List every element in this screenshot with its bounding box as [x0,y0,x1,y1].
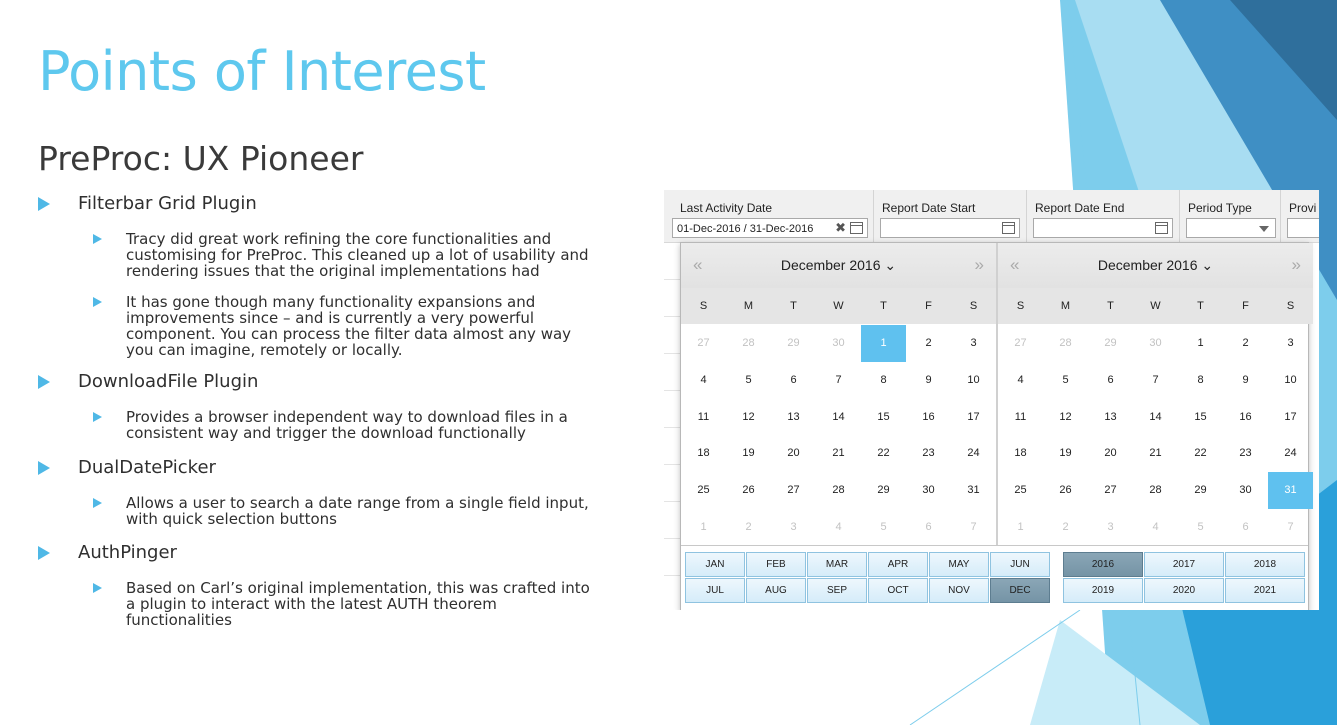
bullet-arrow-icon [93,234,102,244]
day-cell[interactable]: 18 [1014,447,1027,460]
day-cell[interactable]: 19 [1059,447,1072,460]
weekday-label: T [1107,300,1114,312]
day-cell[interactable]: 23 [922,447,935,460]
day-cell[interactable]: 3 [1107,520,1114,533]
day-cell[interactable]: 9 [925,373,932,386]
day-cell[interactable]: 30 [1239,484,1252,497]
day-cell[interactable]: 8 [880,373,887,386]
day-cell[interactable]: 12 [1059,410,1072,423]
day-cell[interactable]: 2 [745,520,752,533]
day-cell[interactable]: 2 [925,337,932,349]
right-calendar [998,243,1313,545]
quick-select-divider [681,545,1308,546]
sub-bullet [93,580,603,628]
next-month-button[interactable]: » [974,255,984,274]
calendar-header [681,243,996,288]
day-cell[interactable]: 25 [697,484,710,497]
day-cell[interactable]: 7 [970,520,977,533]
last-activity-input[interactable] [672,218,868,238]
calendar-icon[interactable] [1155,222,1168,234]
day-cell[interactable]: 30 [1149,337,1162,349]
weekday-label: T [1197,300,1204,312]
sub-bullet [93,231,603,279]
day-cell[interactable]: 29 [787,337,800,349]
year-button-2020[interactable]: 2020 [1144,578,1224,603]
filter-last-activity [672,190,872,242]
bullet-label: AuthPinger [78,542,177,563]
chevron-down-icon: ⌄ [1201,257,1214,273]
day-cell[interactable]: 28 [742,337,755,349]
day-cell[interactable]: 20 [1104,447,1117,460]
weekday-row [681,288,996,324]
next-month-button[interactable]: » [1291,255,1301,274]
filter-label: Last Activity Date [680,201,773,215]
weekday-label: S [699,300,708,312]
day-cell[interactable]: 6 [1107,373,1114,386]
filter-label: Period Type [1188,201,1252,215]
year-button-2018[interactable]: 2018 [1225,552,1305,577]
day-cell[interactable]: 28 [832,484,845,497]
month-button-dec[interactable]: DEC [990,578,1050,603]
day-cell[interactable]: 28 [1059,337,1072,349]
year-button-2019[interactable]: 2019 [1063,578,1143,603]
bullet-filterbar [38,193,257,214]
day-cell[interactable]: 29 [1194,484,1207,497]
sub-bullet [93,495,603,527]
day-cell[interactable]: 18 [697,447,710,460]
day-cell[interactable]: 2 [1062,520,1069,533]
day-cell[interactable]: 11 [1014,410,1027,423]
weekday-label: S [1016,300,1025,312]
calendar-header [998,243,1313,288]
day-cell[interactable]: 7 [1152,373,1159,386]
day-cell[interactable]: 16 [922,410,935,423]
month-button-jan[interactable]: JAN [685,552,745,577]
weekday-label: T [880,300,887,312]
bullet-arrow-icon [93,412,102,422]
sub-bullet [93,409,603,441]
day-cell[interactable]: 26 [1059,484,1072,497]
day-cell[interactable]: 11 [697,410,710,423]
day-cell[interactable]: 25 [1014,484,1027,497]
clear-icon[interactable]: ✖ [835,220,846,235]
provider-input[interactable] [1287,218,1319,238]
bullet-label: DualDatePicker [78,457,216,478]
sub-bullet [93,294,603,358]
bullet-arrow-icon [38,375,50,389]
weekday-label: S [969,300,978,312]
year-button-2021[interactable]: 2021 [1225,578,1305,603]
day-grid [681,325,996,546]
filter-label: Report Date Start [882,201,976,215]
day-cell[interactable]: 16 [1239,410,1252,423]
filter-label: Provi [1289,201,1317,215]
day-cell[interactable]: 4 [700,373,707,386]
filter-report-end [1026,190,1179,242]
day-cell[interactable]: 1 [1197,337,1204,349]
sub-bullet-text: Provides a browser independent way to download files in a consistent way and trigger the download functionally [126,408,568,442]
day-cell[interactable]: 19 [742,447,755,460]
report-start-input[interactable] [880,218,1020,238]
sub-bullet-text: Based on Carl’s original implementation, this was crafted into a plugin to interact with the latest AUTH theorem functionalities [126,579,590,629]
day-cell[interactable]: 5 [880,520,887,533]
month-button-mar[interactable]: MAR [807,552,867,577]
month-button-jul[interactable]: JUL [685,578,745,603]
day-cell[interactable]: 27 [1104,484,1117,497]
prev-month-button[interactable]: « [1010,255,1020,274]
day-cell[interactable]: 5 [1062,373,1069,386]
day-cell[interactable]: 27 [697,337,710,349]
chevron-down-icon [1259,226,1269,232]
bullet-label: DownloadFile Plugin [78,371,259,392]
bullet-label: Filterbar Grid Plugin [78,193,257,214]
day-cell[interactable]: 24 [1284,447,1297,460]
month-button-jun[interactable]: JUN [990,552,1050,577]
weekday-label: F [925,300,932,312]
day-cell-selected[interactable]: 1 [861,325,906,362]
day-cell[interactable]: 1 [1017,520,1024,533]
day-cell[interactable]: 17 [1284,410,1297,423]
day-cell[interactable]: 30 [832,337,845,349]
day-cell[interactable]: 7 [1287,520,1294,533]
day-cell[interactable]: 27 [787,484,800,497]
filter-provider [1280,190,1319,242]
bullet-dualdatepicker [38,457,216,478]
day-cell[interactable]: 27 [1014,337,1027,349]
day-cell[interactable]: 3 [1287,337,1294,349]
bullet-arrow-icon [93,297,102,307]
day-cell[interactable]: 20 [787,447,800,460]
sub-bullet-text: Allows a user to search a date range from a single field input, with quick selection buttons [126,494,589,528]
day-cell[interactable]: 29 [1104,337,1117,349]
month-title[interactable] [998,257,1313,274]
month-button-sep[interactable]: SEP [807,578,867,603]
year-button-2016[interactable]: 2016 [1063,552,1143,577]
day-cell[interactable]: 10 [967,373,980,386]
filter-bar [664,190,1319,243]
period-type-select[interactable] [1186,218,1276,238]
day-cell[interactable]: 29 [877,484,890,497]
day-cell[interactable]: 2 [1242,337,1249,349]
weekday-label: M [1060,300,1071,312]
month-title[interactable] [681,257,996,274]
left-calendar [681,243,996,545]
day-cell[interactable]: 4 [835,520,842,533]
day-cell[interactable]: 5 [745,373,752,386]
weekday-label: F [1242,300,1249,312]
month-button-apr[interactable]: APR [868,552,928,577]
day-cell[interactable]: 3 [790,520,797,533]
bullet-arrow-icon [93,498,102,508]
day-cell[interactable]: 12 [742,410,755,423]
sub-bullet-text: Tracy did great work refining the core functionalities and customising for PreProc. This cleaned up a lot of usability and rendering issues that the original implementations had [126,230,589,280]
day-cell[interactable]: 3 [970,337,977,349]
year-button-2017[interactable]: 2017 [1144,552,1224,577]
day-cell-selected[interactable]: 31 [1268,472,1313,509]
slide-subtitle: PreProc: UX Pioneer [38,139,364,178]
month-title-text: December 2016 [1097,257,1198,273]
day-cell[interactable]: 7 [835,373,842,386]
filter-period-type [1179,190,1280,242]
day-cell[interactable]: 21 [1149,447,1162,460]
month-title-text: December 2016 [780,257,881,273]
bullet-arrow-icon [38,546,50,560]
day-cell[interactable]: 6 [1242,520,1249,533]
calendar-icon[interactable] [850,222,863,234]
filter-label: Report Date End [1035,201,1125,215]
month-quick-select [685,552,1053,604]
day-cell[interactable]: 15 [877,410,890,423]
day-grid [998,325,1313,546]
dual-date-picker [680,242,1309,610]
day-cell[interactable]: 30 [922,484,935,497]
day-cell[interactable]: 6 [925,520,932,533]
day-cell[interactable]: 5 [1197,520,1204,533]
report-end-input[interactable] [1033,218,1173,238]
weekday-label: M [743,300,754,312]
day-cell[interactable]: 4 [1017,373,1024,386]
day-cell[interactable]: 31 [967,484,980,497]
day-cell[interactable]: 13 [787,410,800,423]
prev-month-button[interactable]: « [693,255,703,274]
day-cell[interactable]: 26 [742,484,755,497]
last-activity-value: 01-Dec-2016 / 31-Dec-2016 [677,223,814,235]
day-cell[interactable]: 9 [1242,373,1249,386]
weekday-label: S [1286,300,1295,312]
bullet-authpinger [38,542,177,563]
day-cell[interactable]: 8 [1197,373,1204,386]
day-cell[interactable]: 6 [790,373,797,386]
bullet-arrow-icon [38,197,50,211]
month-button-oct[interactable]: OCT [868,578,928,603]
day-cell[interactable]: 22 [877,447,890,460]
month-button-feb[interactable]: FEB [746,552,806,577]
day-cell[interactable]: 24 [967,447,980,460]
day-cell[interactable]: 15 [1194,410,1207,423]
year-quick-select [1063,552,1307,604]
day-cell[interactable]: 28 [1149,484,1162,497]
day-cell[interactable]: 21 [832,447,845,460]
day-cell[interactable]: 1 [700,520,707,533]
weekday-row [998,288,1313,324]
day-cell[interactable]: 14 [1149,410,1162,423]
datepicker-screenshot [664,190,1319,610]
day-cell[interactable]: 10 [1284,373,1297,386]
chevron-down-icon: ⌄ [884,257,897,273]
weekday-label: W [1150,300,1161,312]
weekday-label: W [833,300,844,312]
slide-title: Points of Interest [38,40,486,103]
filter-report-start [873,190,1026,242]
day-cell[interactable]: 22 [1194,447,1207,460]
bullet-arrow-icon [93,583,102,593]
calendar-icon[interactable] [1002,222,1015,234]
day-cell[interactable]: 17 [967,410,980,423]
day-cell[interactable]: 4 [1152,520,1159,533]
bullet-downloadfile [38,371,258,392]
weekday-label: T [790,300,797,312]
day-cell[interactable]: 23 [1239,447,1252,460]
month-button-nov[interactable]: NOV [929,578,989,603]
month-button-aug[interactable]: AUG [746,578,806,603]
sub-bullet-text: It has gone though many functionality expansions and improvements since – and is currently a very powerful component. You can process the filter data almost any way you can imagine, remotely or locally. [126,293,572,359]
day-cell[interactable]: 13 [1104,410,1117,423]
day-cell[interactable]: 14 [832,410,845,423]
bullet-arrow-icon [38,461,50,475]
month-button-may[interactable]: MAY [929,552,989,577]
